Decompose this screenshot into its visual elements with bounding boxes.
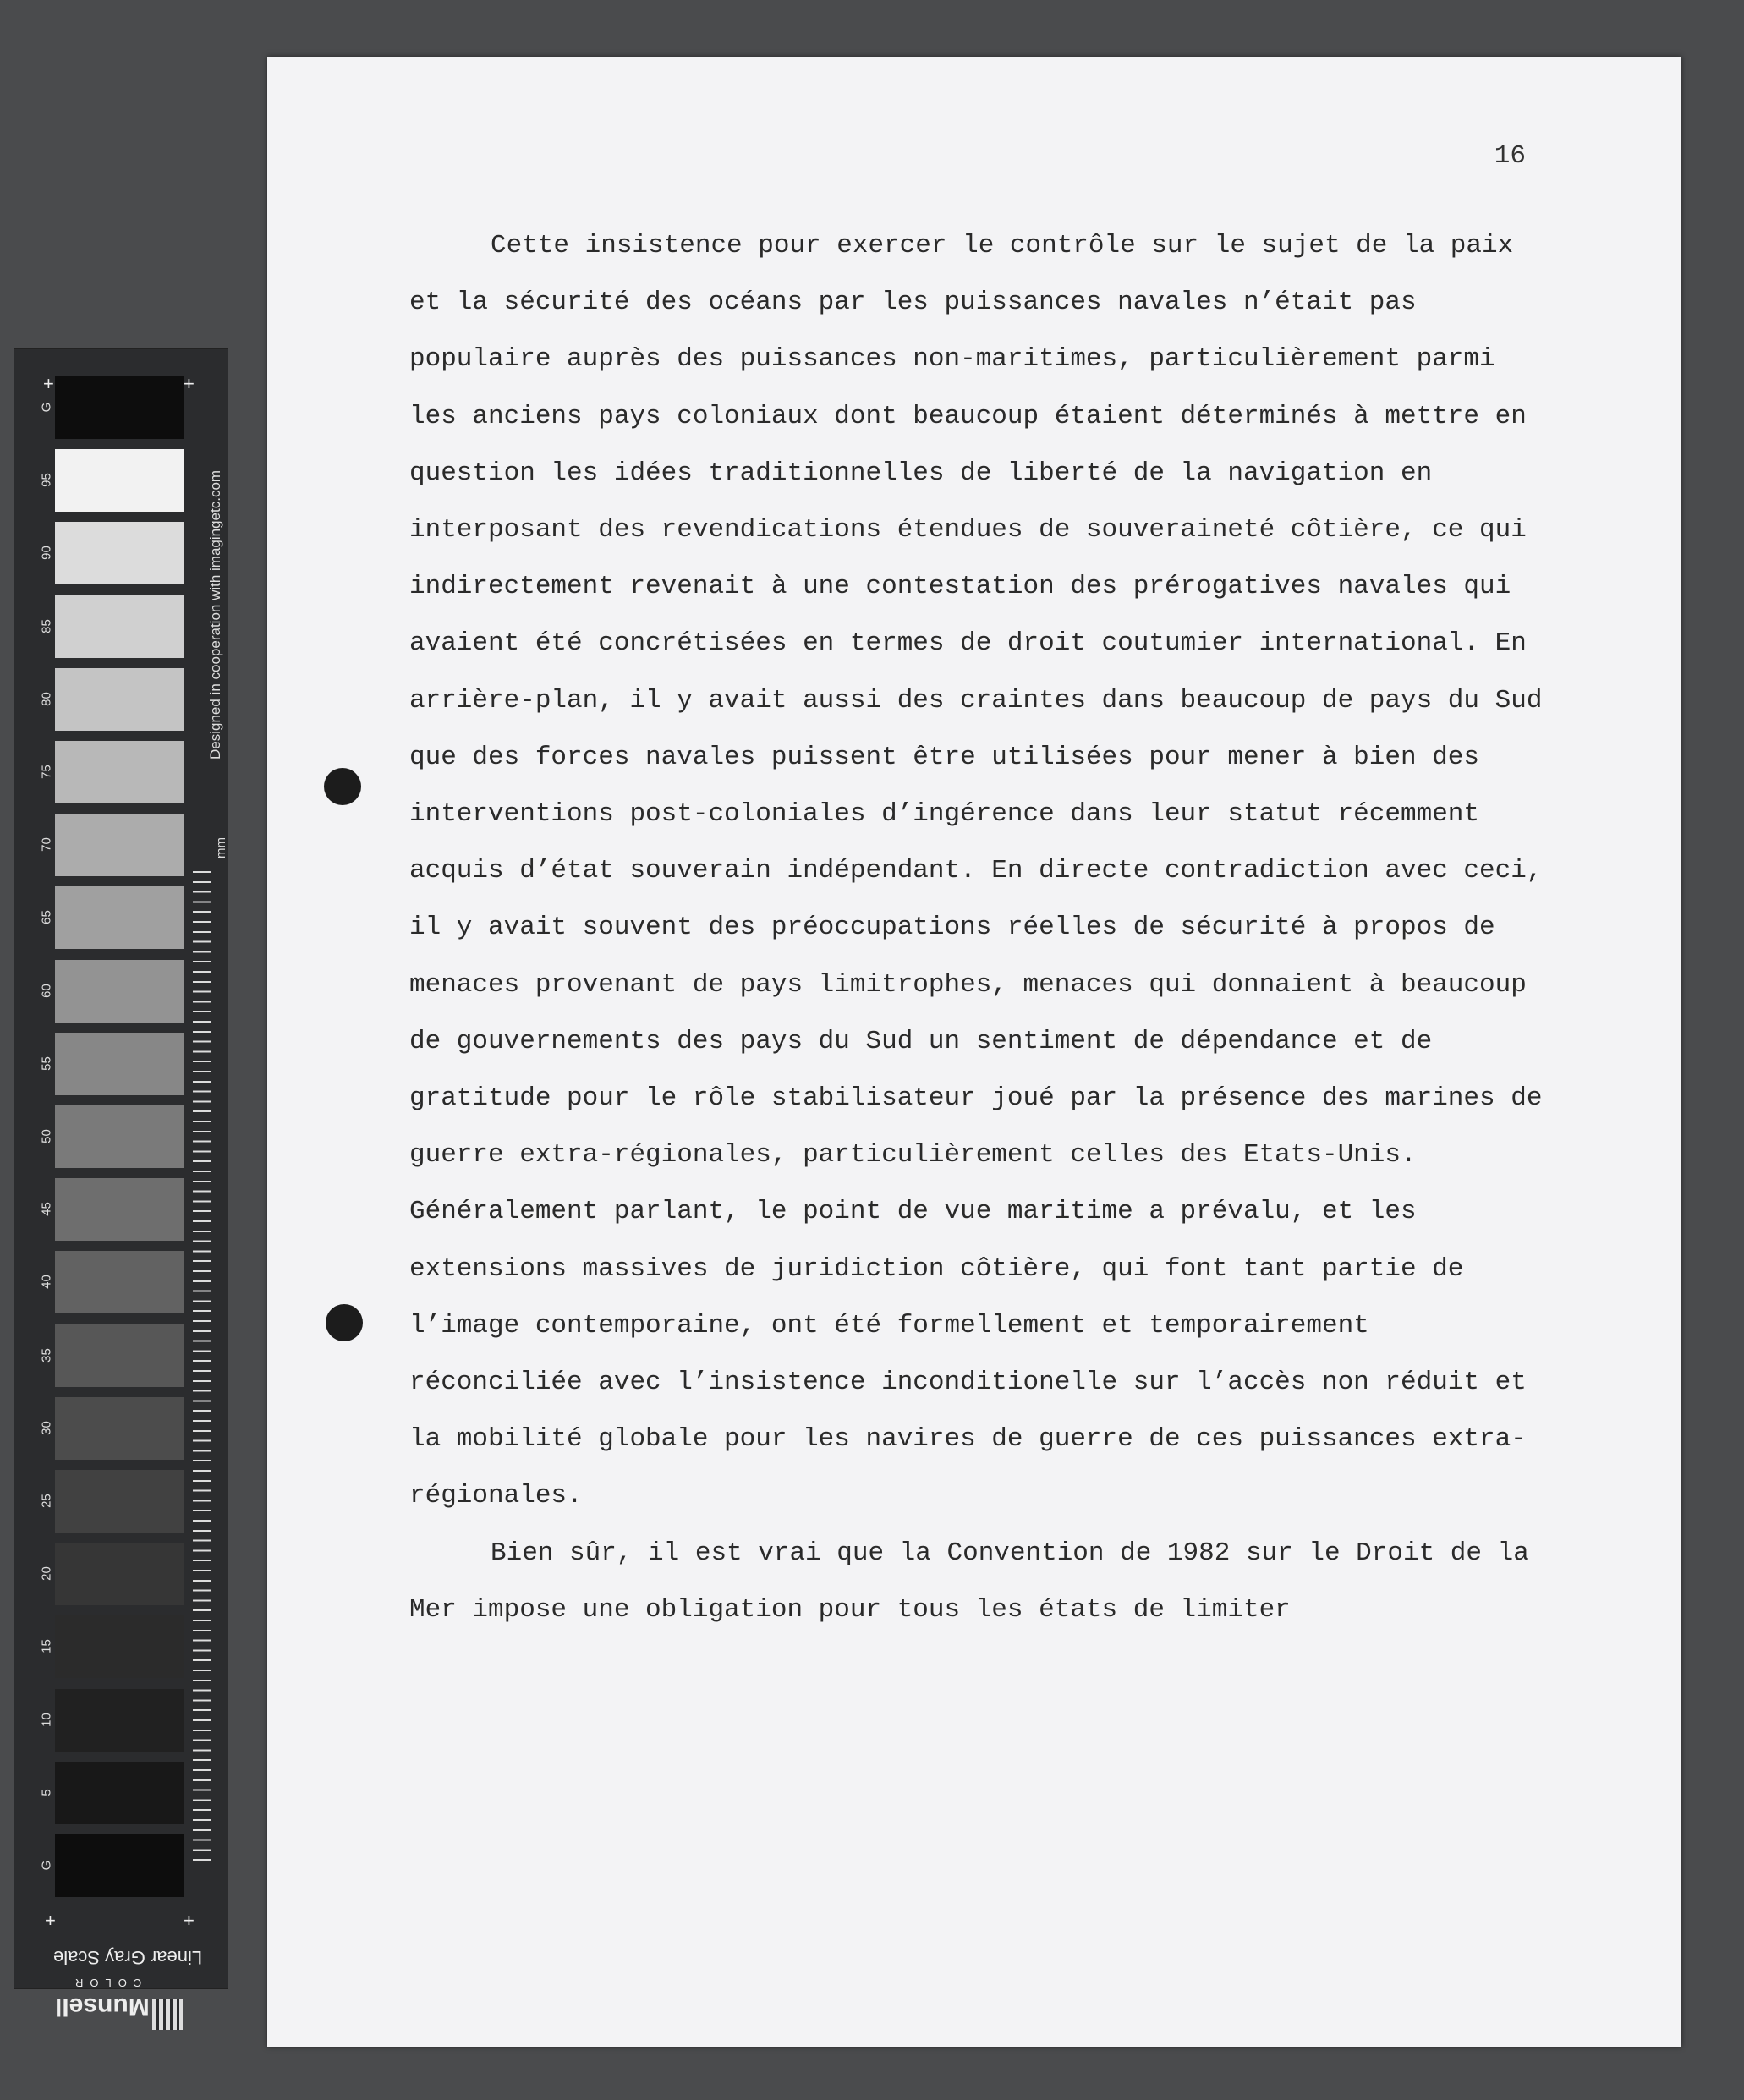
gray-scale-label: 70 — [39, 837, 54, 853]
brand-sub: COLOR — [69, 1977, 142, 1989]
gray-scale-label: 50 — [39, 1129, 54, 1143]
gray-patch — [55, 960, 184, 1023]
gray-patch — [55, 1762, 184, 1824]
gray-scale-label: 65 — [39, 910, 54, 925]
gray-scale-label: 25 — [39, 1494, 54, 1508]
gray-scale-label: G — [39, 1860, 54, 1871]
mm-ruler — [193, 871, 211, 1869]
gray-scale-label: 95 — [39, 473, 54, 488]
gray-patch — [55, 1543, 184, 1605]
gray-scale-label: 10 — [39, 1712, 54, 1727]
gray-patch — [55, 1470, 184, 1533]
gray-scale-label: 20 — [39, 1566, 54, 1582]
gray-patch — [55, 1324, 184, 1387]
gray-scale-label: 40 — [39, 1275, 54, 1290]
gray-scale-label: 35 — [39, 1347, 54, 1363]
gray-scale-label: G — [39, 402, 54, 413]
designed-by-text: Designed in cooperation with imagingetc.com — [207, 469, 223, 759]
munsell-logo-icon — [152, 1999, 183, 2030]
gray-patch — [55, 595, 184, 658]
paragraph-2: Bien sûr, il est vrai que la Convention de 1982 sur le Droit de la Mer impose une obligation pour tous les états de limiter — [409, 1538, 1529, 1625]
gray-patch — [55, 668, 184, 731]
gray-patch — [55, 741, 184, 803]
brand-name: Munsell — [55, 1993, 150, 2020]
gray-scale-label: 85 — [39, 618, 54, 633]
gray-scale-label: 5 — [39, 1789, 54, 1796]
gray-patch — [55, 449, 184, 512]
registration-mark: + — [45, 1910, 56, 1931]
gray-patch — [55, 376, 184, 439]
gray-scale-label: 15 — [39, 1639, 54, 1654]
registration-mark: + — [184, 1910, 195, 1931]
gray-patch — [55, 1689, 184, 1752]
gray-patch — [55, 886, 184, 949]
gray-scale-label: 55 — [39, 1055, 54, 1071]
body-text — [409, 217, 1543, 1638]
registration-mark: + — [184, 373, 195, 394]
gray-patch — [55, 1834, 184, 1897]
gray-patch — [55, 1397, 184, 1460]
gray-patch — [55, 1033, 184, 1095]
mm-label: mm — [214, 837, 228, 858]
punch-hole — [326, 1304, 363, 1341]
punch-hole — [324, 768, 361, 805]
gray-patch — [55, 522, 184, 584]
registration-mark: + — [43, 373, 54, 394]
gray-patch — [55, 1105, 184, 1168]
gray-scale-label: 75 — [39, 765, 54, 779]
paragraph-1: Cette insistence pour exercer le contrôle sur le sujet de la paix et la sécurité des océans par les puissances navales n’était pas populaire auprès des puissances non-maritimes, particulièrement parmi les anciens pays coloniaux dont beaucoup étaient déterminés à mettre en question les idées traditionnelles de liberté de la navigation en interposant des revendications étendues de souveraineté côtière, ce qui indirectement revenait à une contestation des prérogatives navales qui avaient été concrétisées en termes de droit coutumier international. En arrière-plan, il y avait aussi des craintes dans beaucoup de pays du Sud que des forces navales puissent être utilisées pour mener à bien des interventions post-coloniales d’ingérence dans leur statut récemment acquis d’état souverain indépendant. En directe contradiction avec ceci, il y avait souvent des préoccupations réelles de sécurité à propos de menaces provenant de pays limitrophes, menaces qui donnaient à beaucoup de gouvernements des pays du Sud un sentiment de dépendance et de gratitude pour le rôle stabilisateur joué par la présence des marines de guerre extra-régionales, particulièrement celles des Etats-Unis. Généralement parlant, le point de vue maritime a prévalu, et les extensions massives de juridiction côtière, qui font tant partie de l’image contemporaine, ont été formellement et temporairement réconciliée avec l’insistence inconditionelle sur l’accès non réduit et la mobilité globale pour les navires de guerre de ces puissances extra-régionales. — [409, 231, 1543, 1511]
gray-patch — [55, 1178, 184, 1241]
document-page — [267, 57, 1681, 2047]
scale-name: Linear Gray Scale — [53, 1947, 203, 1968]
gray-patch — [55, 1615, 184, 1678]
gray-scale-label: 30 — [39, 1420, 54, 1435]
gray-patch — [55, 1251, 184, 1313]
gray-scale-label: 80 — [39, 691, 54, 706]
gray-scale-label: 90 — [39, 546, 54, 561]
gray-patch — [55, 814, 184, 876]
gray-scale-label: 60 — [39, 983, 54, 998]
gray-scale-label: 45 — [39, 1202, 54, 1217]
page-number: 16 — [1494, 141, 1526, 171]
